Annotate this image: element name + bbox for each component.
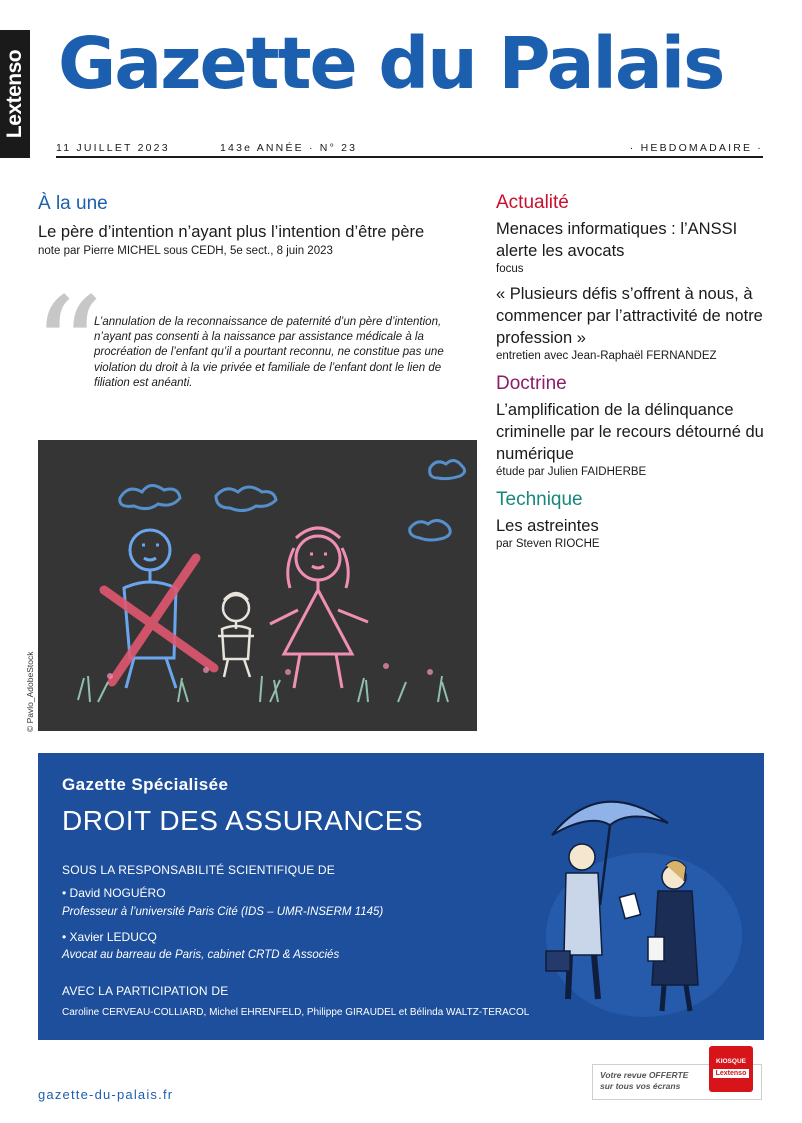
section-technique xyxy=(496,490,776,552)
umbrella-illustration xyxy=(540,785,746,1025)
kiosque-promo[interactable] xyxy=(592,1046,762,1101)
lextenso-logo-text: Lextenso xyxy=(3,49,26,139)
article-byline: par Steven RIOCHE xyxy=(496,537,600,550)
special-headline[interactable]: DROIT DES ASSURANCES xyxy=(62,805,424,836)
chalk-drawing-photo xyxy=(38,440,477,731)
section-title-technique: Technique xyxy=(496,488,583,510)
dateline xyxy=(56,142,763,158)
lead-byline: note par Pierre MICHEL sous CEDH, 5e sect., 8 juin 2023 xyxy=(38,244,333,257)
issue-frequency: · HEBDOMADAIRE · xyxy=(629,142,763,154)
contributors-list: Caroline CERVEAU-COLLIARD, Michel EHRENFELD, Philippe GIRAUDEL et Bélinda WALTZ-TERACOL xyxy=(62,1007,530,1018)
editor-name: • David NOGUÉRO xyxy=(62,886,166,900)
article-title[interactable]: Les astreintes xyxy=(496,516,599,535)
issue-number: 143e ANNÉE · N° 23 xyxy=(220,142,358,154)
section-title-doctrine: Doctrine xyxy=(496,372,567,394)
promo-line-1: Votre revue OFFERTE xyxy=(600,1070,689,1080)
contents-column xyxy=(496,193,776,562)
article-title[interactable]: Menaces informatiques : l’ANSSI alerte les avocats xyxy=(496,219,738,260)
article-byline: entretien avec Jean-Raphaël FERNANDEZ xyxy=(496,349,717,362)
lextenso-side-logo xyxy=(0,30,30,158)
quote-mark-icon: “ xyxy=(32,268,104,431)
article-title[interactable]: L’amplification de la délinquance criminelle par le recours détourné du numérique xyxy=(496,400,764,463)
chalk-family-illustration xyxy=(38,440,477,731)
masthead-title: Gazette du Palais xyxy=(58,22,724,105)
website-link[interactable]: gazette-du-palais.fr xyxy=(38,1087,174,1102)
badge-lextenso-logo: Lextenso xyxy=(713,1069,749,1078)
responsibility-label: SOUS LA RESPONSABILITÉ SCIENTIFIQUE DE xyxy=(62,863,336,877)
badge-kiosque-text: KIOSQUE xyxy=(716,1058,746,1065)
article-title[interactable]: « Plusieurs défis s’offrent à nous, à commencer par l’attractivité de notre profession » xyxy=(496,284,763,347)
editor-role: Avocat au barreau de Paris, cabinet CRTD & Associés xyxy=(62,949,340,961)
article-byline: focus xyxy=(496,262,524,275)
promo-line-2: sur tous vos écrans xyxy=(600,1081,681,1091)
lead-article xyxy=(38,194,462,259)
photo-credit: © Pavlo_AdobeStock xyxy=(25,651,35,732)
editor-name: • Xavier LEDUCQ xyxy=(62,930,157,944)
section-actualite xyxy=(496,193,776,364)
section-doctrine xyxy=(496,374,776,480)
lead-article-title[interactable]: Le père d’intention n’ayant plus l’intention d’être père xyxy=(38,222,425,241)
special-kicker: Gazette Spécialisée xyxy=(62,775,229,794)
editor-role: Professeur à l’université Paris Cité (IDS – UMR-INSERM 1145) xyxy=(62,906,384,918)
special-issue-box xyxy=(38,753,764,1040)
lead-section-title: À la une xyxy=(38,193,108,214)
article-byline: étude par Julien FAIDHERBE xyxy=(496,465,647,478)
kiosque-badge xyxy=(709,1046,753,1092)
promo-text xyxy=(600,1070,688,1092)
issue-date: 11 JUILLET 2023 xyxy=(56,142,170,154)
section-title-actualite: Actualité xyxy=(496,192,569,213)
participation-label: AVEC LA PARTICIPATION DE xyxy=(62,984,229,998)
lead-quote: L’annulation de la reconnaissance de paternité d’un père d’intention, n’ayant pas consenti à la naissance par assistance médicale à la procréation de l’enfant qu’il a pourtant reconnu, ne constitue pas une violation du droit à la vie privée et familiale de l’enfant dont le lien de filiation est anéanti. xyxy=(94,316,444,389)
